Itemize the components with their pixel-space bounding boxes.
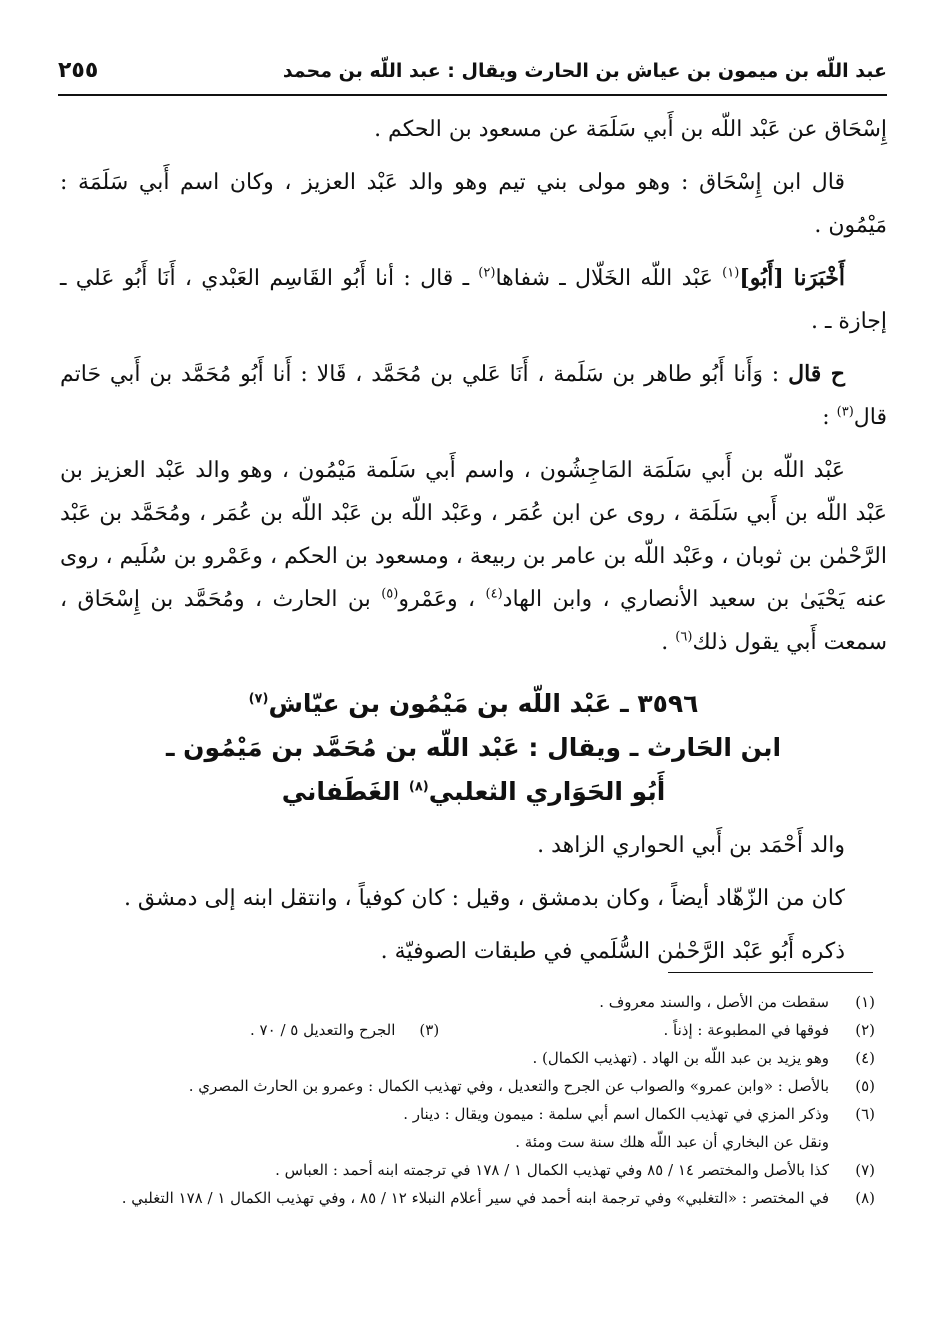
footnote: (٥) بالأصل : «وابن عمرو» والصواب عن الجرح والتعديل ، وفي تهذيب الكمال : وعمرو بن الحارث المصري . [188, 1077, 875, 1095]
footnote: (٨) في المختصر : «التغلبي» وفي ترجمة ابنه أحمد في سير أعلام النبلاء ١٢ / ٨٥ ، وفي تهذيب الكمال ١ / ١٧٨ التغلبي . [121, 1189, 875, 1207]
paragraph: كان من الزّهّاد أيضاً ، وكان بدمشق ، وقيل : كان كوفياً ، وانتقل ابنه إلى دمشق . [123, 886, 845, 911]
running-title: عبد اللّه بن ميمون بن عياش بن الحارث ويقال : عبد اللّه بن محمد [282, 60, 887, 82]
footnote-ref: (٤) [485, 586, 503, 602]
footnote-ref: (٢) [478, 265, 496, 281]
header-rule [58, 94, 887, 96]
paragraph: عَبْد اللّه بن أَبي سَلَمَة المَاجِشُون ، واسم أَبي سَلَمة مَيْمُون ، وهو والد عَبْد العزيز بن عَبْد اللّه بن أَبي سَلَمَة ، روى عن ابن عُمَر ، وعَبْد اللّه بن عَبْد اللّه بن عُمَر ، ومُحَمَّد بن عَبْد الرَّحْمٰن بن ثوبان ، وعَبْد اللّه بن عامر بن ربيعة ، ومسعود بن الحكم ، وعَمْرو بن سُلَيم ، روى عنه يَحْيَىٰ بن سعيد الأنصاري ، وابن الهاد$^{(٤)}$ ، وعَمْرو$^{(٥)}$ بن الحارث ، ومُحَمَّد بن إِسْحَاق ، سمعت أَبي يقول ذلك$^{(٦)}$ . [60, 458, 887, 655]
keyword-ha-qala: ح قال [788, 361, 845, 387]
paragraph: والد أَحْمَد بن أَبي الحواري الزاهد . [537, 833, 845, 858]
footnote-ref: (٣) [836, 404, 854, 420]
entry-heading: ٣٥٩٦ ـ عَبْد اللّه بن مَيْمُون بن عيّاش$^{(٧)}$ ابن الحَارث ـ ويقال : عَبْد اللّه بن مُحَمَّد بن مَيْمُون ـ أَبُو الحَوَاري الثعلبي$^{(٨)}$ الغَطَفاني [165, 689, 782, 806]
keyword-akhbarana: أَخْبَرَنا [أَبُو] [739, 265, 845, 291]
footnote-ref: (١) [722, 265, 740, 281]
footnote: (٧) كذا بالأصل والمختصر ١٤ / ٨٥ وفي تهذيب الكمال ١ / ١٧٨ في ترجمته ابنه أحمد : العباس . [275, 1161, 875, 1179]
footnote-ref: (٨) [408, 779, 429, 795]
paragraph: ذكره أَبُو عَبْد الرَّحْمٰن السُّلَمي في طبقات الصوفيّة . [380, 939, 845, 964]
footnote-ref: (٧) [248, 691, 269, 707]
page-number: ٢٥٥ [58, 58, 99, 83]
footnote: (١) سقطت من الأصل ، والسند معروف . [599, 993, 875, 1011]
footnote: ونقل عن البخاري أن عبد اللّه هلك سنة ست ومئة . [515, 1133, 829, 1151]
footnote: (٢) فوقها في المطبوعة : إذناً . (٣)الجرح والتعديل ٥ / ٧٠ . [250, 1021, 875, 1039]
footnote-ref: (٦) [675, 629, 693, 645]
footnote-rule [668, 972, 873, 973]
paragraph: إِسْحَاق عن عَبْد اللّه بن أَبي سَلَمَة عن مسعود بن الحكم . [374, 117, 887, 142]
footnote-ref: (٥) [381, 586, 399, 602]
main-text [60, 108, 887, 983]
footnote: (٦) وذكر المزي في تهذيب الكمال اسم أبي سلمة : ميمون ويقال : دينار . [403, 1105, 875, 1123]
paragraph: قال ابن إِسْحَاق : وهو مولى بني تيم وهو والد عَبْد العزيز ، وكان اسم أَبي سَلَمَة : مَيْمُون . [60, 170, 887, 238]
footnote: (٤) وهو يزيد بن عبد اللّه بن الهاد . (تهذيب الكمال) . [532, 1049, 875, 1067]
paragraph: ح قال : وَأَنا أَبُو طاهر بن سَلَمة ، أَنَا عَلي بن مُحَمَّد ، قَالا : أَنا أَبُو مُحَمَّد بن أَبي حَاتم قال$^{(٣)}$ : [60, 361, 887, 430]
paragraph: أَخْبَرَنا [أَبُو]$^{(١)}$ عَبْد اللّه الخَلّال ـ شفاها$^{(٢)}$ ـ قال : أنا أَبُو القَاسِم العَبْدي ، أَنَا أَبُو عَلي ـ إجازة ـ . [60, 265, 887, 334]
page-header [58, 56, 887, 96]
footnotes [60, 988, 875, 1212]
